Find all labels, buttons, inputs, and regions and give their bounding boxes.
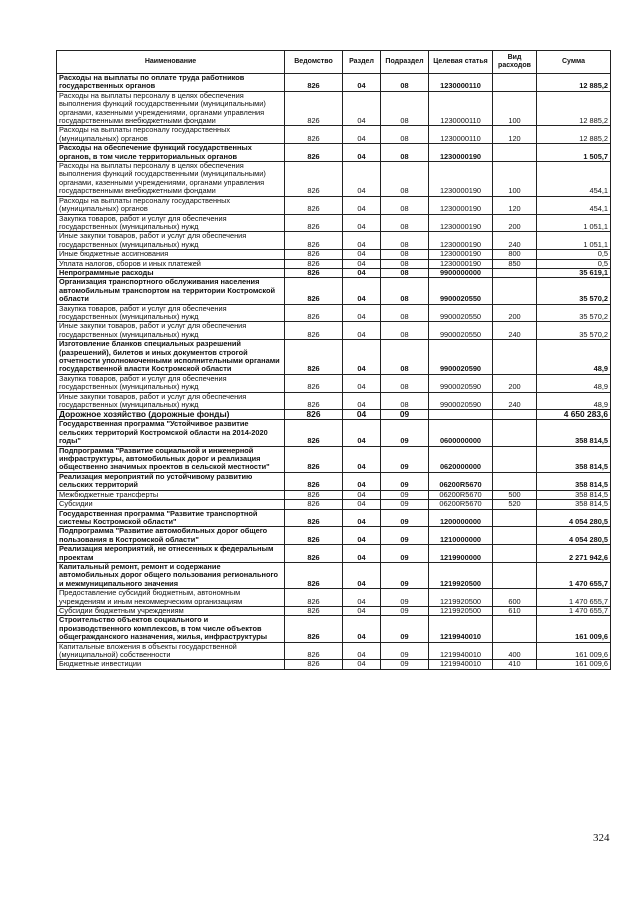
table-row [57, 74, 611, 92]
cell-dept: 826 [285, 420, 343, 446]
cell-sum: 358 814,5 [537, 446, 611, 472]
cell-section: 04 [343, 446, 381, 472]
cell-sum: 161 009,6 [537, 660, 611, 669]
table-row [57, 392, 611, 410]
cell-dept: 826 [285, 562, 343, 588]
header-section: Раздел [343, 51, 381, 74]
cell-sum: 35 570,2 [537, 322, 611, 340]
cell-section: 04 [343, 660, 381, 669]
cell-section: 04 [343, 232, 381, 250]
cell-target: 06200R5670 [429, 490, 493, 499]
cell-sum: 1 470 655,7 [537, 562, 611, 588]
cell-dept: 826 [285, 446, 343, 472]
cell-name: Расходы на выплаты персоналу в целях обеспечения выполнения функций государственными (муниципальными) органами, казенными учреждениями, органами управления государственными внебюджетными фондами [57, 91, 285, 126]
cell-sum: 35 570,2 [537, 304, 611, 322]
cell-exp-type: 520 [493, 500, 537, 509]
cell-dept: 826 [285, 660, 343, 669]
cell-target: 1219920500 [429, 562, 493, 588]
cell-section: 04 [343, 616, 381, 642]
header-dept: Ведомство [285, 51, 343, 74]
cell-exp-type: 800 [493, 250, 537, 259]
cell-dept: 826 [285, 268, 343, 277]
cell-sum: 35 619,1 [537, 268, 611, 277]
cell-subsection: 09 [381, 660, 429, 669]
cell-section: 04 [343, 91, 381, 126]
cell-target: 1219900000 [429, 545, 493, 563]
cell-subsection: 08 [381, 322, 429, 340]
cell-name: Расходы на обеспечение функций государственных органов, в том числе территориальных органов [57, 144, 285, 162]
table-row [57, 250, 611, 259]
cell-exp-type [493, 144, 537, 162]
table-row [57, 446, 611, 472]
cell-exp-type: 410 [493, 660, 537, 669]
cell-section: 04 [343, 562, 381, 588]
cell-dept: 826 [285, 126, 343, 144]
cell-name: Подпрограмма "Развитие социальной и инженерной инфраструктуры, автомобильных дорог и реализация общественно значимых проектов в сельской местности" [57, 446, 285, 472]
cell-name: Непрограммные расходы [57, 268, 285, 277]
cell-target: 1230000110 [429, 91, 493, 126]
table-row [57, 214, 611, 232]
cell-exp-type: 200 [493, 304, 537, 322]
cell-target: 9900020590 [429, 374, 493, 392]
cell-subsection: 08 [381, 144, 429, 162]
cell-dept: 826 [285, 214, 343, 232]
cell-dept: 826 [285, 144, 343, 162]
page-number: 324 [593, 832, 610, 844]
cell-exp-type [493, 562, 537, 588]
table-row [57, 509, 611, 527]
cell-exp-type [493, 616, 537, 642]
cell-exp-type: 240 [493, 232, 537, 250]
cell-section: 04 [343, 126, 381, 144]
cell-subsection: 09 [381, 589, 429, 607]
table-row [57, 268, 611, 277]
cell-subsection: 08 [381, 232, 429, 250]
cell-section: 04 [343, 490, 381, 499]
cell-subsection: 08 [381, 214, 429, 232]
budget-table [56, 50, 611, 670]
cell-target: 9900020550 [429, 322, 493, 340]
cell-dept: 826 [285, 642, 343, 660]
table-row [57, 410, 611, 420]
cell-subsection: 08 [381, 74, 429, 92]
table-row [57, 126, 611, 144]
cell-exp-type: 200 [493, 374, 537, 392]
cell-name: Строительство объектов социального и производственного комплексов, в том числе объектов общегражданского назначения, жилья, инфраструктуры [57, 616, 285, 642]
cell-section: 04 [343, 268, 381, 277]
table-row [57, 562, 611, 588]
cell-name: Капитальные вложения в объекты государственной (муниципальной) собственности [57, 642, 285, 660]
cell-sum: 0,5 [537, 250, 611, 259]
cell-name: Расходы на выплаты персоналу государственных (муниципальных) органов [57, 196, 285, 214]
cell-dept: 826 [285, 250, 343, 259]
table-row [57, 616, 611, 642]
cell-subsection: 08 [381, 259, 429, 268]
cell-subsection: 09 [381, 509, 429, 527]
table-row [57, 91, 611, 126]
cell-target: 1230000190 [429, 259, 493, 268]
table-row [57, 322, 611, 340]
cell-sum: 1 051,1 [537, 232, 611, 250]
cell-exp-type [493, 527, 537, 545]
cell-section: 04 [343, 250, 381, 259]
cell-dept: 826 [285, 616, 343, 642]
cell-name: Реализация мероприятий, не отнесенных к федеральным проектам [57, 545, 285, 563]
cell-section: 04 [343, 144, 381, 162]
cell-section: 04 [343, 472, 381, 490]
cell-sum: 48,9 [537, 340, 611, 375]
table-header-row [57, 51, 611, 74]
cell-target: 9900020590 [429, 392, 493, 410]
cell-sum: 161 009,6 [537, 642, 611, 660]
cell-dept: 826 [285, 278, 343, 304]
table-row [57, 278, 611, 304]
cell-exp-type: 240 [493, 392, 537, 410]
cell-target: 1210000000 [429, 527, 493, 545]
cell-sum: 1 470 655,7 [537, 606, 611, 615]
cell-sum: 48,9 [537, 392, 611, 410]
cell-subsection: 08 [381, 196, 429, 214]
cell-subsection: 08 [381, 340, 429, 375]
cell-name: Иные бюджетные ассигнования [57, 250, 285, 259]
cell-name: Организация транспортного обслуживания населения автомобильным транспортом на территории Костромской области [57, 278, 285, 304]
cell-exp-type: 850 [493, 259, 537, 268]
cell-section: 04 [343, 509, 381, 527]
cell-sum: 454,1 [537, 162, 611, 197]
cell-section: 04 [343, 527, 381, 545]
cell-sum: 358 814,5 [537, 420, 611, 446]
cell-sum: 1 051,1 [537, 214, 611, 232]
table-row [57, 259, 611, 268]
cell-dept: 826 [285, 392, 343, 410]
table-row [57, 420, 611, 446]
cell-sum: 454,1 [537, 196, 611, 214]
cell-subsection: 08 [381, 91, 429, 126]
header-exp-type: Вид расходов [493, 51, 537, 74]
cell-name: Государственная программа "Развитие транспортной системы Костромской области" [57, 509, 285, 527]
cell-section: 04 [343, 589, 381, 607]
cell-subsection: 09 [381, 616, 429, 642]
cell-target: 9900020590 [429, 340, 493, 375]
cell-subsection: 08 [381, 162, 429, 197]
cell-dept: 826 [285, 374, 343, 392]
cell-target: 0600000000 [429, 420, 493, 446]
cell-exp-type: 200 [493, 214, 537, 232]
cell-subsection: 08 [381, 278, 429, 304]
cell-name: Иные закупки товаров, работ и услуг для обеспечения государственных (муниципальных) нужд [57, 232, 285, 250]
cell-target: 1219920500 [429, 589, 493, 607]
cell-exp-type: 600 [493, 589, 537, 607]
cell-dept: 826 [285, 162, 343, 197]
cell-section: 04 [343, 74, 381, 92]
cell-subsection: 09 [381, 642, 429, 660]
table-row [57, 500, 611, 509]
cell-exp-type [493, 545, 537, 563]
cell-name: Бюджетные инвестиции [57, 660, 285, 669]
cell-exp-type: 100 [493, 162, 537, 197]
cell-target: 1230000190 [429, 162, 493, 197]
cell-sum: 1 505,7 [537, 144, 611, 162]
cell-dept: 826 [285, 527, 343, 545]
cell-name: Изготовление бланков специальных разрешений (разрешений), билетов и иных документов строгой отчетности уполномоченными исполнительными органами государственной власти Костромской области [57, 340, 285, 375]
table-row [57, 527, 611, 545]
cell-exp-type: 240 [493, 322, 537, 340]
cell-exp-type [493, 340, 537, 375]
cell-sum: 1 470 655,7 [537, 589, 611, 607]
cell-name: Субсидии [57, 500, 285, 509]
cell-dept: 826 [285, 196, 343, 214]
cell-subsection: 09 [381, 410, 429, 420]
cell-name: Реализация мероприятий по устойчивому развитию сельских территорий [57, 472, 285, 490]
cell-section: 04 [343, 196, 381, 214]
cell-subsection: 08 [381, 374, 429, 392]
table-row [57, 642, 611, 660]
cell-sum: 35 570,2 [537, 278, 611, 304]
cell-target: 06200R5670 [429, 500, 493, 509]
cell-subsection: 09 [381, 472, 429, 490]
cell-subsection: 09 [381, 490, 429, 499]
cell-exp-type [493, 472, 537, 490]
cell-subsection: 09 [381, 527, 429, 545]
table-row [57, 472, 611, 490]
cell-target: 1219940010 [429, 642, 493, 660]
cell-sum: 12 885,2 [537, 126, 611, 144]
cell-dept: 826 [285, 606, 343, 615]
cell-name: Капитальный ремонт, ремонт и содержание автомобильных дорог общего пользования регионального и межмуниципального значения [57, 562, 285, 588]
cell-target: 9900020550 [429, 278, 493, 304]
cell-exp-type [493, 278, 537, 304]
cell-sum: 4 650 283,6 [537, 410, 611, 420]
cell-name: Расходы на выплаты персоналу в целях обеспечения выполнения функций государственными (муниципальными) органами, казенными учреждениями, органами управления государственными внебюджетными фондами [57, 162, 285, 197]
cell-target: 06200R5670 [429, 472, 493, 490]
cell-subsection: 08 [381, 268, 429, 277]
table-row [57, 144, 611, 162]
cell-subsection: 09 [381, 500, 429, 509]
cell-section: 04 [343, 162, 381, 197]
cell-section: 04 [343, 410, 381, 420]
cell-exp-type: 120 [493, 126, 537, 144]
cell-dept: 826 [285, 232, 343, 250]
cell-subsection: 08 [381, 126, 429, 144]
cell-target: 1219920500 [429, 606, 493, 615]
cell-sum: 2 271 942,6 [537, 545, 611, 563]
cell-exp-type [493, 74, 537, 92]
cell-name: Подпрограмма "Развитие автомобильных дорог общего пользования в Костромской области" [57, 527, 285, 545]
cell-name: Расходы на выплаты персоналу государственных (муниципальных) органов [57, 126, 285, 144]
cell-target: 1219940010 [429, 660, 493, 669]
cell-target: 1230000190 [429, 214, 493, 232]
cell-dept: 826 [285, 545, 343, 563]
cell-name: Государственная программа "Устойчивое развитие сельских территорий Костромской области на 2014-2020 годы" [57, 420, 285, 446]
cell-name: Предоставление субсидий бюджетным, автономным учреждениям и иным некоммерческим организациям [57, 589, 285, 607]
cell-section: 04 [343, 259, 381, 268]
cell-subsection: 08 [381, 304, 429, 322]
cell-subsection: 08 [381, 250, 429, 259]
cell-name: Уплата налогов, сборов и иных платежей [57, 259, 285, 268]
cell-section: 04 [343, 278, 381, 304]
table-row [57, 660, 611, 669]
cell-target: 1219940010 [429, 616, 493, 642]
cell-target: 0620000000 [429, 446, 493, 472]
cell-section: 04 [343, 500, 381, 509]
cell-dept: 826 [285, 490, 343, 499]
cell-target: 1230000190 [429, 232, 493, 250]
cell-dept: 826 [285, 74, 343, 92]
cell-name: Субсидии бюджетным учреждениям [57, 606, 285, 615]
table-row [57, 232, 611, 250]
cell-target: 1230000190 [429, 250, 493, 259]
table-row [57, 606, 611, 615]
cell-subsection: 08 [381, 392, 429, 410]
cell-sum: 358 814,5 [537, 490, 611, 499]
header-subsection: Подраздел [381, 51, 429, 74]
cell-name: Иные закупки товаров, работ и услуг для обеспечения государственных (муниципальных) нужд [57, 322, 285, 340]
cell-subsection: 09 [381, 545, 429, 563]
cell-sum: 12 885,2 [537, 91, 611, 126]
cell-section: 04 [343, 420, 381, 446]
cell-subsection: 09 [381, 446, 429, 472]
cell-target: 1230000190 [429, 144, 493, 162]
cell-section: 04 [343, 340, 381, 375]
cell-exp-type: 400 [493, 642, 537, 660]
table-row [57, 304, 611, 322]
cell-exp-type: 500 [493, 490, 537, 499]
cell-sum: 4 054 280,5 [537, 509, 611, 527]
cell-section: 04 [343, 642, 381, 660]
cell-target: 1230000110 [429, 126, 493, 144]
cell-section: 04 [343, 545, 381, 563]
table-row [57, 545, 611, 563]
table-row [57, 490, 611, 499]
cell-name: Дорожное хозяйство (дорожные фонды) [57, 410, 285, 420]
cell-name: Закупка товаров, работ и услуг для обеспечения государственных (муниципальных) нужд [57, 304, 285, 322]
cell-dept: 826 [285, 500, 343, 509]
cell-section: 04 [343, 322, 381, 340]
cell-sum: 358 814,5 [537, 472, 611, 490]
cell-target: 1230000190 [429, 196, 493, 214]
cell-name: Межбюджетные трансферты [57, 490, 285, 499]
header-sum: Сумма [537, 51, 611, 74]
cell-dept: 826 [285, 91, 343, 126]
table-row [57, 162, 611, 197]
cell-target: 1200000000 [429, 509, 493, 527]
cell-dept: 826 [285, 472, 343, 490]
header-name: Наименование [57, 51, 285, 74]
table-row [57, 340, 611, 375]
cell-sum: 161 009,6 [537, 616, 611, 642]
cell-sum: 12 885,2 [537, 74, 611, 92]
cell-exp-type [493, 446, 537, 472]
cell-dept: 826 [285, 259, 343, 268]
table-row [57, 589, 611, 607]
header-target: Целевая статья [429, 51, 493, 74]
cell-dept: 826 [285, 589, 343, 607]
cell-section: 04 [343, 214, 381, 232]
cell-target: 9900000000 [429, 268, 493, 277]
cell-target: 1230000110 [429, 74, 493, 92]
cell-target: 9900020550 [429, 304, 493, 322]
cell-sum: 48,9 [537, 374, 611, 392]
cell-dept: 826 [285, 322, 343, 340]
cell-dept: 826 [285, 304, 343, 322]
cell-exp-type [493, 410, 537, 420]
cell-sum: 0,5 [537, 259, 611, 268]
table-row [57, 196, 611, 214]
cell-section: 04 [343, 392, 381, 410]
cell-name: Закупка товаров, работ и услуг для обеспечения государственных (муниципальных) нужд [57, 374, 285, 392]
cell-subsection: 09 [381, 420, 429, 446]
cell-dept: 826 [285, 509, 343, 527]
cell-sum: 358 814,5 [537, 500, 611, 509]
cell-exp-type: 120 [493, 196, 537, 214]
cell-exp-type: 100 [493, 91, 537, 126]
cell-name: Расходы на выплаты по оплате труда работников государственных органов [57, 74, 285, 92]
cell-section: 04 [343, 304, 381, 322]
cell-sum: 4 054 280,5 [537, 527, 611, 545]
cell-exp-type: 610 [493, 606, 537, 615]
cell-exp-type [493, 509, 537, 527]
cell-name: Закупка товаров, работ и услуг для обеспечения государственных (муниципальных) нужд [57, 214, 285, 232]
cell-exp-type [493, 420, 537, 446]
cell-dept: 826 [285, 340, 343, 375]
cell-section: 04 [343, 606, 381, 615]
cell-subsection: 09 [381, 562, 429, 588]
cell-exp-type [493, 268, 537, 277]
cell-name: Иные закупки товаров, работ и услуг для обеспечения государственных (муниципальных) нужд [57, 392, 285, 410]
table-row [57, 374, 611, 392]
cell-dept: 826 [285, 410, 343, 420]
cell-section: 04 [343, 374, 381, 392]
cell-target [429, 410, 493, 420]
cell-subsection: 09 [381, 606, 429, 615]
